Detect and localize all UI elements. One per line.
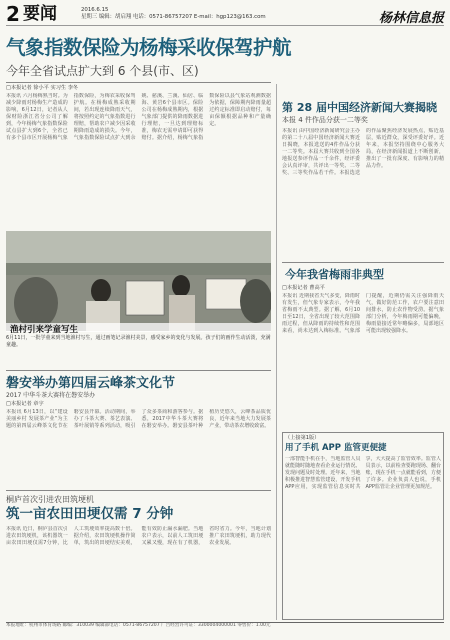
news-photo xyxy=(6,231,271,331)
divider xyxy=(282,262,444,263)
page-number: 2 xyxy=(6,2,20,26)
photo-illustration xyxy=(6,231,271,331)
story5-headline: 筑一亩农田田埂仅需 7 分钟 xyxy=(6,506,174,522)
lead-byline: □本报记者 徐小平 实习生 李冬 xyxy=(6,85,79,91)
story3-headline: 今年我省梅雨非典型 xyxy=(285,268,384,281)
lead-body: 本报讯 六月杨梅熟当时。为减少降雨对杨梅生产造成的影响，6月12日，记者从人保财险浙江省分公司了解到，今年杨梅气象指数保险试点县扩大到6个，全省已有多个县市区开展杨梅气象指数保险，为梅农采收保驾护航。在杨梅成熟采收期间，若出现连续降雨天气，将按照约定的气象指数进行理赔，帮助农户减少因采收期降雨造成的损失。今年，气象指数保险试点扩大到余姚、慈溪、兰溪、仙居、临海、黄岩6个县市区。保险公司在杨梅成熟期内，根据气象部门提供的降雨数据进行理赔，一旦达到理赔标准，梅农无需申请即可获得赔付。据介绍，杨梅气象指数保险以县气象站观测数据为依据，保障期内降雨量超过约定标准即启动赔付，每亩保额根据品种和产量确定。 xyxy=(6,93,271,141)
masthead-logo: 杨林信息报 xyxy=(378,11,444,26)
photo-caption: 6月11日，一批学童来到当地渔村写生，通过画笔记录渔村美景，感受家乡的变化与发展。孩子们的画作生动活泼，充满童趣。 xyxy=(6,335,271,348)
story4-headline: 磐安举办第四届云峰茶文化节 xyxy=(6,376,176,391)
header-meta xyxy=(81,7,321,20)
story2-body: 本报讯 由中国经济新闻研究会主办的第二十八届中国经济新闻大赛近日揭晓，本报选送的4件作品分获一二等奖。本届大赛共收到全国各地报送参评作品一千余件，经评委会认真评审，共评出一等奖、二等奖、三等奖作品若干件。本报选送的作品聚焦经济发展热点，贴近基层，贴近群众，深受评委好评。近年来，本报坚持围绕中心服务大局，在经济新闻报道上不断创新，推出了一批有深度、有影响力的精品力作。 xyxy=(282,128,444,176)
story5-kicker: 桐庐首次引进农田筑埂机 xyxy=(6,495,94,504)
story2-headline: 第 28 届中国经济新闻大赛揭晓 xyxy=(282,101,437,114)
divider xyxy=(6,82,271,83)
lead-headline: 气象指数保险为杨梅采收保驾护航 xyxy=(6,37,292,59)
box-headline: 用了手机 APP 监管更便捷 xyxy=(285,443,387,453)
story3-byline: □本报记者 曹高平 xyxy=(282,285,325,291)
lead-subhead: 今年全省试点扩大到 6 个县(市、区) xyxy=(6,64,199,78)
story4-body: 本报讯 6月13日，以“建设美丽乡村 发展茶产业”为主题的第四届云峰茶文化节在磐安县开幕。活动期间，举办了斗茶大赛、茶艺表演、茶叶展销等系列活动，吸引了众多茶商和游客参与。据悉，2017中华斗茶大赛将在磐安举办。磐安县茶叶种植历史悠久，云峰茶品质优良，近年来当地大力发展茶产业，带动茶农增收致富。 xyxy=(6,409,271,429)
editor-contact: 星期三 编辑：胡启翔 电话：0571-86757207 E-mail：hgp123@163.com xyxy=(81,13,266,20)
issue-date: 2016.6.15 xyxy=(81,7,109,13)
story3-body: 本报讯 近期我省天气多变，降雨时有发生，但气象专家表示，今年我省梅雨不太典型。据了解，6月10日至12日，全省出现了较大范围降雨过程，但从降雨的持续性和范围来看，尚未达到入梅标准。气象部门提醒，近期仍需关注强降雨天气，做好防范工作，农户要注意田间排水，防止农作物受涝。据气象部门分析，今年梅雨期可能偏晚，梅雨量接近常年略偏多，局部地区可能出现较强降水。 xyxy=(282,293,444,334)
box-body: 一部智能手机在手，当地监管人员就能随时随地查看企业运行情况、发现问题及时处理。近年来，当地积极推进智慧监管建设，开发手机APP应用，实现监管信息实时共享，大大提高了监管效率。监管人员表示，以前检查要跑现场、翻台账，现在手机一点就能看到，方便了许多。企业负责人也说，手机APP监管让企业管理更加规范。 xyxy=(285,456,441,490)
story4-subhead: 2017 中华斗茶大赛将在磐安举办 xyxy=(6,392,96,399)
photo-caption-title: 渔村引来学童写生 xyxy=(10,325,79,335)
divider xyxy=(6,490,271,491)
divider xyxy=(6,370,271,371)
column-divider xyxy=(276,84,277,620)
story4-byline: □本报记者 章宇 xyxy=(6,401,44,407)
page-header xyxy=(6,4,444,26)
story2-subhead: 本报 4 件作品分获一二等奖 xyxy=(282,116,368,124)
story5-body: 本报讯 近日，桐庐县首次引进农田筑埂机，该机器筑一亩农田田埂仅需7分钟，比人工筑埂效率提高数十倍。据介绍，农田筑埂机操作简单，筑出的田埂结实美观，能有效防止漏水漏肥。当地农户表示，以前人工筑田埂又累又慢，现在有了机器，省时省力。今年，当地计划推广农田筑埂机，助力现代农业发展。 xyxy=(6,526,271,546)
section-title: 要闻 xyxy=(23,4,57,24)
page-footer: 本报地址：杭州市体育场路 邮编：310039 编辑部电话：0571-86757207 广告经营许可证：3300004000001 零售价：1.00元 xyxy=(6,622,444,634)
box-label: （上接第1版） xyxy=(285,435,320,441)
